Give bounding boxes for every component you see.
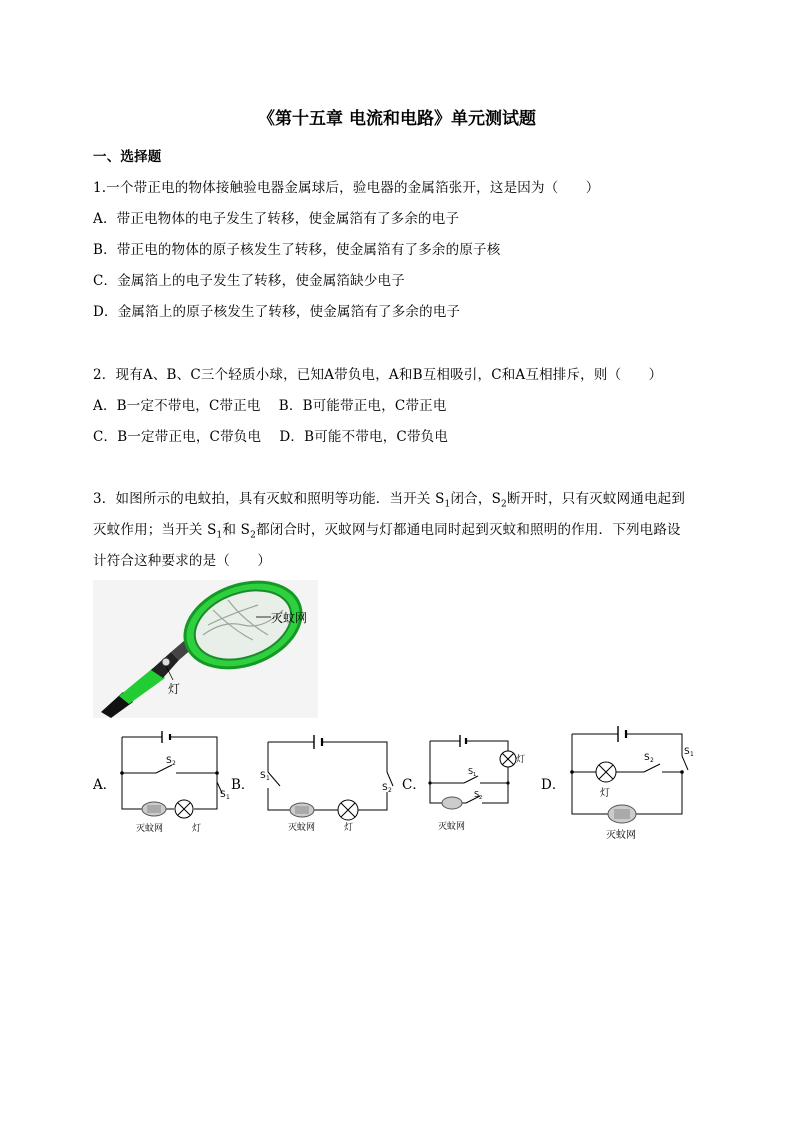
q2-options-row2: C．B一定带正电，C带负电 D．B可能不带电，C带负电 <box>93 429 449 445</box>
option-a-letter: A． <box>93 777 117 793</box>
svg-text:S: S <box>468 767 474 776</box>
mosquito-racket-image <box>93 580 318 718</box>
section-heading: 一、选择题 <box>93 149 162 165</box>
svg-text:S: S <box>474 790 480 799</box>
q1-option-c: C．金属箔上的电子发生了转移，使金属箔缺少电子 <box>93 273 405 289</box>
circuit-d-diagram <box>566 722 696 844</box>
svg-text:S: S <box>684 747 690 757</box>
q1-stem: 1.一个带正电的物体接触验电器金属球后，验电器的金属箔张开，这是因为（ ） <box>93 180 600 196</box>
svg-text:1: 1 <box>473 772 477 778</box>
svg-text:2: 2 <box>172 760 176 767</box>
q3-stem-line3: 计符合这种要求的是（ ） <box>93 553 272 569</box>
option-d-letter: D． <box>541 777 566 793</box>
racket-net-label: 灭蚊网 <box>271 611 308 625</box>
svg-text:灭蚊网: 灭蚊网 <box>288 823 316 833</box>
q2-options-row1: A．B一定不带电，C带正电 B．B可能带正电，C带正电 <box>93 398 447 414</box>
q1-option-a: A．带正电物体的电子发生了转移，使金属箔有了多余的电子 <box>93 211 460 227</box>
q2-stem: 2．现有A、B、C三个轻质小球，已知A带负电，A和B互相吸引，C和A互相排斥，则（ ） <box>93 367 663 383</box>
option-b-letter: B． <box>231 777 255 793</box>
svg-text:1: 1 <box>690 751 694 758</box>
q3-stem-line1: 3．如图所示的电蚊拍，具有灭蚊和照明等功能．当开关 $S_1$闭合，$S_2$断开时，只有灭蚊网通电起到 <box>93 491 686 510</box>
svg-text:2: 2 <box>650 757 654 764</box>
svg-text:S: S <box>220 790 226 800</box>
svg-text:S: S <box>260 771 266 781</box>
page-title: 《第十五章 电流和电路》单元测试题 <box>258 109 536 129</box>
svg-text:S: S <box>166 756 172 766</box>
svg-text:S: S <box>644 753 650 763</box>
q3-stem-line2: 灭蚊作用；当开关 $S_1$和 $S_2$都闭合时，灭蚊网与灯都通电同时起到灭蚊和照明的作用．下列电路设 <box>93 522 681 541</box>
svg-text:1: 1 <box>266 775 270 782</box>
circuit-b-diagram <box>252 730 397 835</box>
svg-text:灯: 灯 <box>600 788 610 799</box>
svg-text:灯: 灯 <box>192 824 202 834</box>
svg-text:2: 2 <box>479 795 483 801</box>
svg-text:灯: 灯 <box>516 755 526 765</box>
svg-text:灯: 灯 <box>344 823 354 833</box>
svg-text:2: 2 <box>388 787 392 794</box>
q1-option-b: B．带正电的物体的原子核发生了转移，使金属箔有了多余的原子核 <box>93 242 501 258</box>
svg-text:1: 1 <box>226 794 230 801</box>
racket-lamp-label: 灯 <box>168 682 181 696</box>
lamp-icon <box>162 658 170 666</box>
q1-option-d: D．金属箔上的原子核发生了转移，使金属箔有了多余的电子 <box>93 304 461 320</box>
svg-text:灭蚊网: 灭蚊网 <box>438 822 466 832</box>
circuit-a-diagram <box>114 727 229 837</box>
svg-text:灭蚊网: 灭蚊网 <box>606 830 636 841</box>
svg-text:S: S <box>382 783 388 793</box>
circuit-c-diagram <box>424 731 529 836</box>
option-c-letter: C． <box>402 777 426 793</box>
svg-text:灭蚊网: 灭蚊网 <box>136 824 164 834</box>
